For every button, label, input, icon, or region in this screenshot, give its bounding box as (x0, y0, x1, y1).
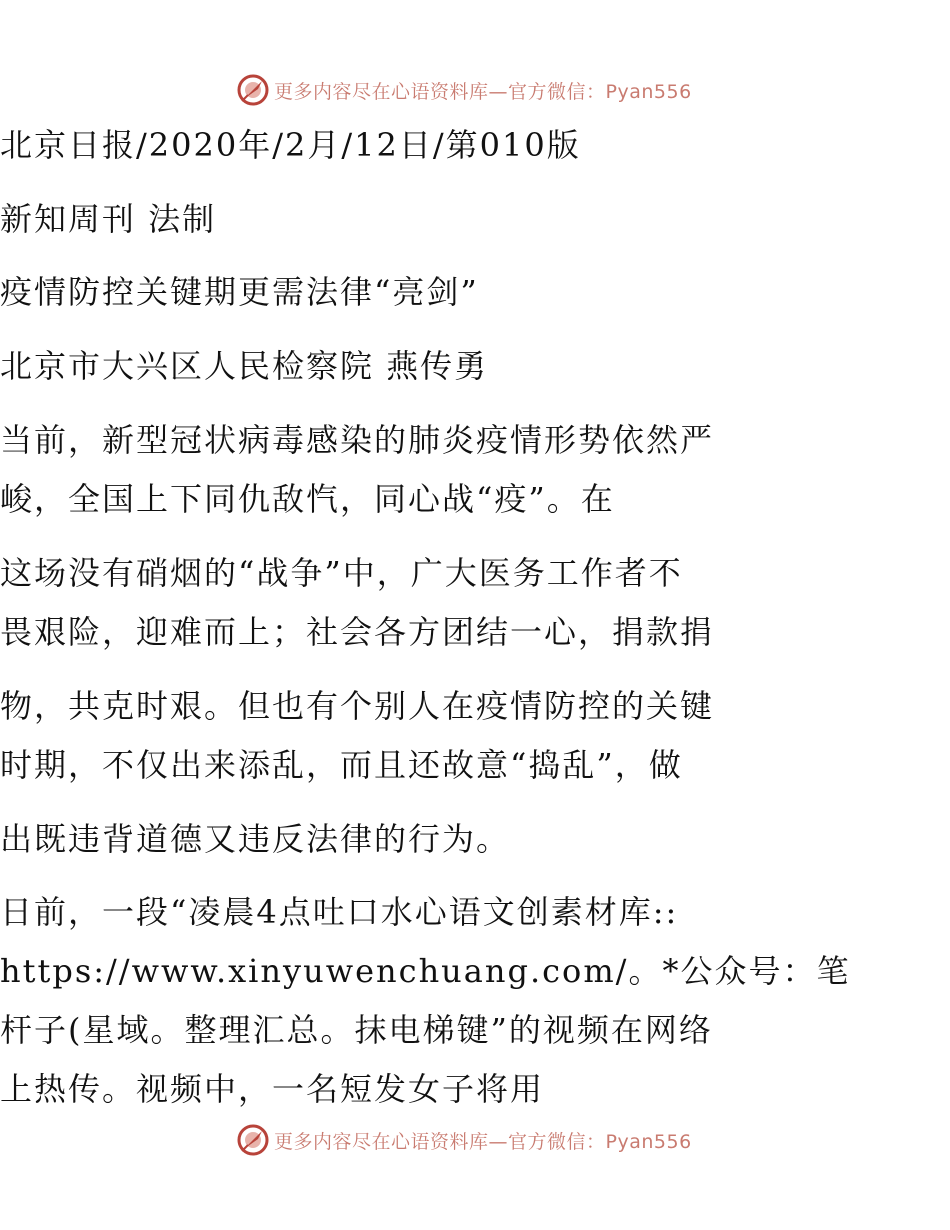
watermark-text: 更多内容尽在心语资料库—官方微信：Pyan556 (274, 1130, 692, 1153)
text-line: 畏艰险，迎难而上；社会各方团结一心，捐款捐 (0, 613, 715, 651)
text-line: 北京日报/2020年/2月/12日/第010版 (0, 126, 581, 164)
feather-logo-icon (236, 73, 270, 107)
text-line: 物，共克时艰。但也有个别人在疫情防控的关键 (0, 687, 715, 725)
text-line: 出既违背道德又违反法律的行为。 (0, 820, 511, 858)
text-line: 日前，一段“凌晨4点吐口水心语文创素材库:: (0, 893, 679, 931)
text-line: 疫情防控关键期更需法律“亮剑” (0, 273, 479, 311)
text-line: 这场没有硝烟的“战争”中，广大医务工作者不 (0, 554, 683, 592)
text-line: 上热传。视频中，一名短发女子将用 (0, 1070, 545, 1108)
watermark-text: 更多内容尽在心语资料库—官方微信：Pyan556 (274, 80, 692, 103)
text-line: 峻，全国上下同仇敌忾，同心战“疫”。在 (0, 480, 615, 518)
text-line: 杆子(星域。整理汇总。抹电梯键”的视频在网络 (0, 1011, 713, 1049)
text-line: 新知周刊 法制 (0, 200, 217, 238)
text-line: 时期，不仅出来添乱，而且还故意“捣乱”，做 (0, 746, 683, 784)
footer-watermark (236, 1122, 692, 1158)
text-line: 当前，新型冠状病毒感染的肺炎疫情形势依然严 (0, 421, 715, 459)
header-watermark (236, 72, 692, 108)
text-line: https://www.xinyuwenchuang.com/。*公众号：笔 (0, 952, 851, 990)
text-line: 北京市大兴区人民检察院 燕传勇 (0, 347, 489, 385)
feather-logo-icon (236, 1123, 270, 1157)
